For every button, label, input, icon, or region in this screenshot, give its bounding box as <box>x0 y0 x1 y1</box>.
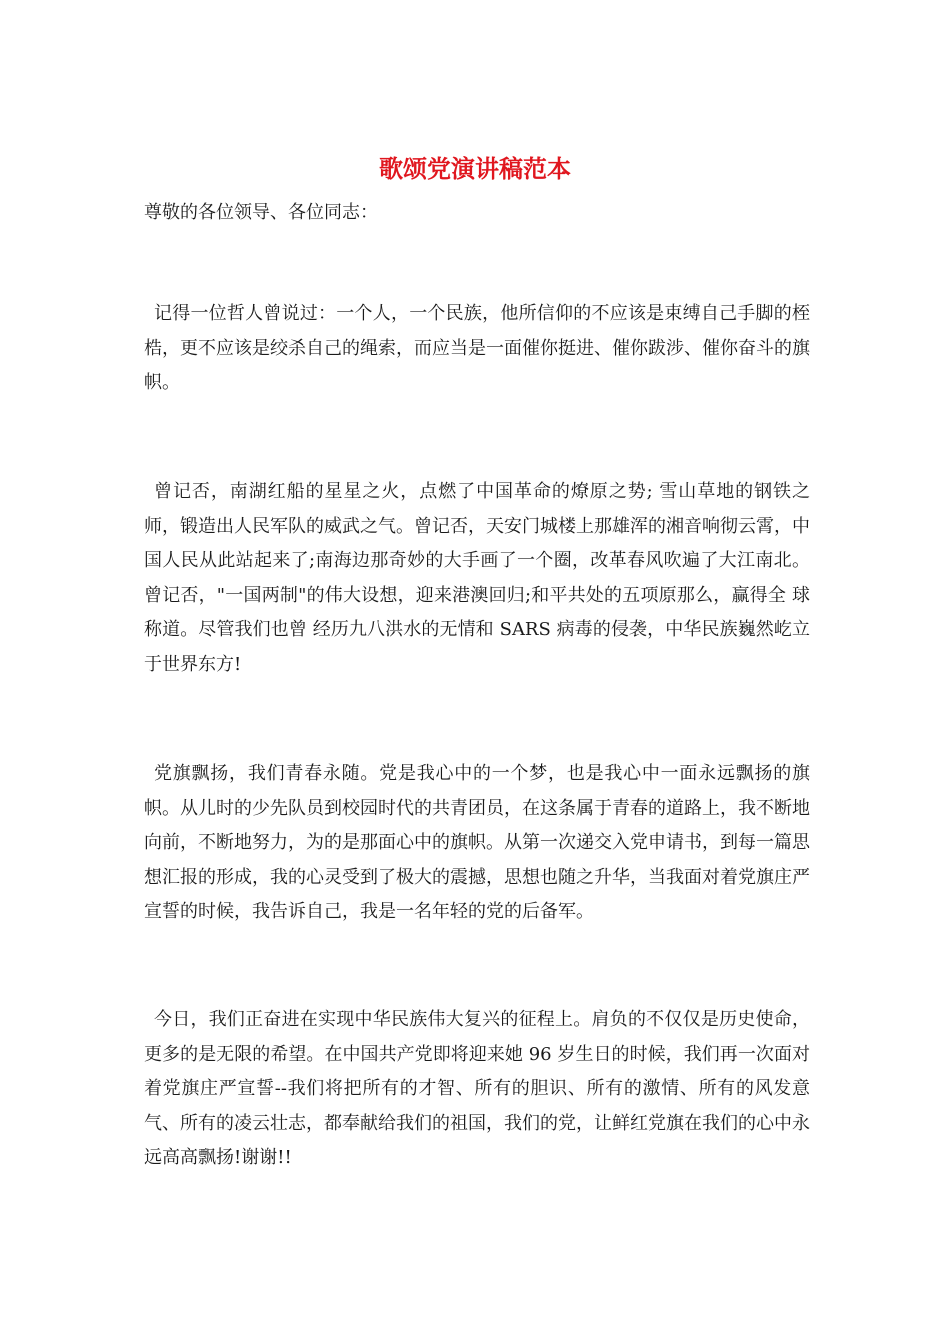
paragraph-1: 记得一位哲人曾说过：一个人，一个民族，他所信仰的不应该是束缚自己手脚的桎梏，更不应该是绞杀自己的绳索，而应当是一面催你挺进、催你跋涉、催你奋斗的旗帜。 <box>144 303 810 393</box>
paragraph-3: 党旗飘扬，我们青春永随。党是我心中的一个梦，也是我心中一面永远飘扬的旗帜。从儿时的少先队员到校园时代的共青团员，在这条属于青春的道路上，我不断地向前，不断地努力，为的是那面心中的旗帜。从第一次递交入党申请书，到每一篇思想汇报的形成，我的心灵受到了极大的震撼，思想也随之升华，当我面对着党旗庄严宣誓的时候，我告诉自己，我是一名年轻的党的后备军。 <box>144 763 810 922</box>
document-title: 歌颂党演讲稿范本 <box>379 154 571 183</box>
paragraph-4: 今日，我们正奋进在实现中华民族伟大复兴的征程上。肩负的不仅仅是历史使命，更多的是无限的希望。在中国共产党即将迎来她 96 岁生日的时候，我们再一次面对着党旗庄严宣誓--我们将把所有的才智、所有的胆识、所有的激情、所有的风发意气、所有的凌云壮志，都奉献给我们的祖国，我们的党，让鲜红党旗在我们的心中永远高高飘扬!谢谢!! <box>144 1009 810 1168</box>
paragraph-2: 曾记否，南湖红船的星星之火，点燃了中国革命的燎原之势; 雪山草地的钢铁之师，锻造出人民军队的威武之气。曾记否，天安门城楼上那雄浑的湘音响彻云霄，中国人民从此站起来了;南海边那奇妙的大手画了一个圈，改革春风吹遍了大江南北。曾记否，"一国两制"的伟大设想，迎来港澳回归;和平共处的五项原那么，赢得全 球称道。尽管我们也曾 经历九八洪水的无情和 SARS 病毒的侵袭，中华民族巍然屹立于世界东方! <box>144 481 810 675</box>
salutation: 尊敬的各位领导、各位同志： <box>144 202 378 223</box>
